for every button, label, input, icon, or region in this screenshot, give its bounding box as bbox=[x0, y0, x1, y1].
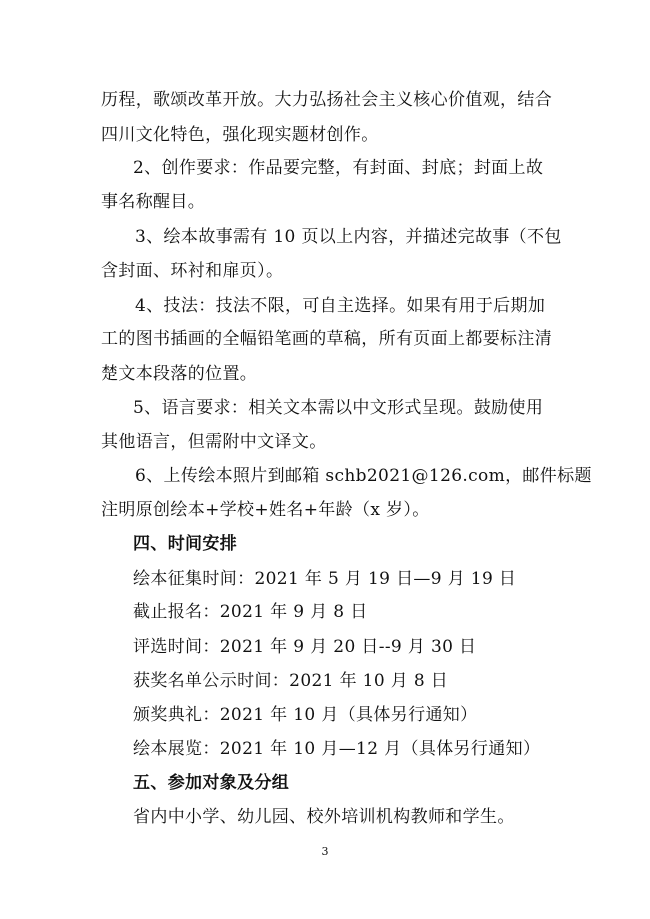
section-heading: 四、时间安排 bbox=[133, 534, 238, 554]
schedule-item: 绘本展览：2021 年 10 月—12 月（具体另行通知） bbox=[133, 739, 541, 759]
schedule-item: 获奖名单公示时间：2021 年 10 月 8 日 bbox=[133, 671, 449, 691]
schedule-item: 截止报名：2021 年 9 月 8 日 bbox=[133, 602, 368, 622]
paragraph-line: 历程，歌颂改革开放。大力弘扬社会主义核心价值观，结合 bbox=[101, 90, 553, 110]
schedule-item: 评选时间：2021 年 9 月 20 日--9 月 30 日 bbox=[133, 637, 477, 657]
paragraph-line: 四川文化特色，强化现实题材创作。 bbox=[101, 125, 379, 145]
paragraph-line: 工的图书插画的全幅铅笔画的草稿，所有页面上都要标注清 bbox=[101, 329, 553, 349]
schedule-item: 颁奖典礼：2021 年 10 月（具体另行通知） bbox=[133, 705, 478, 725]
paragraph-line: 含封面、环衬和扉页）。 bbox=[101, 261, 284, 281]
paragraph-line: 其他语言，但需附中文译文。 bbox=[101, 432, 327, 452]
paragraph-line: 注明原创绘本+学校+姓名+年龄（x 岁）。 bbox=[101, 500, 430, 520]
paragraph-line: 3、绘本故事需有 10 页以上内容，并描述完故事（不包 bbox=[135, 227, 562, 247]
paragraph-line: 4、技法：技法不限，可自主选择。如果有用于后期加 bbox=[135, 296, 546, 316]
paragraph-line: 2、创作要求：作品要完整，有封面、封底；封面上故 bbox=[133, 158, 544, 178]
paragraph-line: 事名称醒目。 bbox=[101, 192, 206, 212]
section-heading: 五、参加对象及分组 bbox=[133, 773, 290, 793]
page-number: 3 bbox=[321, 845, 329, 858]
paragraph-line: 6、上传绘本照片到邮箱 schb2021@126.com，邮件标题 bbox=[135, 466, 592, 486]
paragraph-line: 5、语言要求：相关文本需以中文形式呈现。鼓励使用 bbox=[133, 398, 544, 418]
schedule-item: 绘本征集时间：2021 年 5 月 19 日—9 月 19 日 bbox=[133, 569, 517, 589]
paragraph-line: 楚文本段落的位置。 bbox=[101, 364, 258, 384]
participants-text: 省内中小学、幼儿园、校外培训机构教师和学生。 bbox=[133, 807, 515, 827]
